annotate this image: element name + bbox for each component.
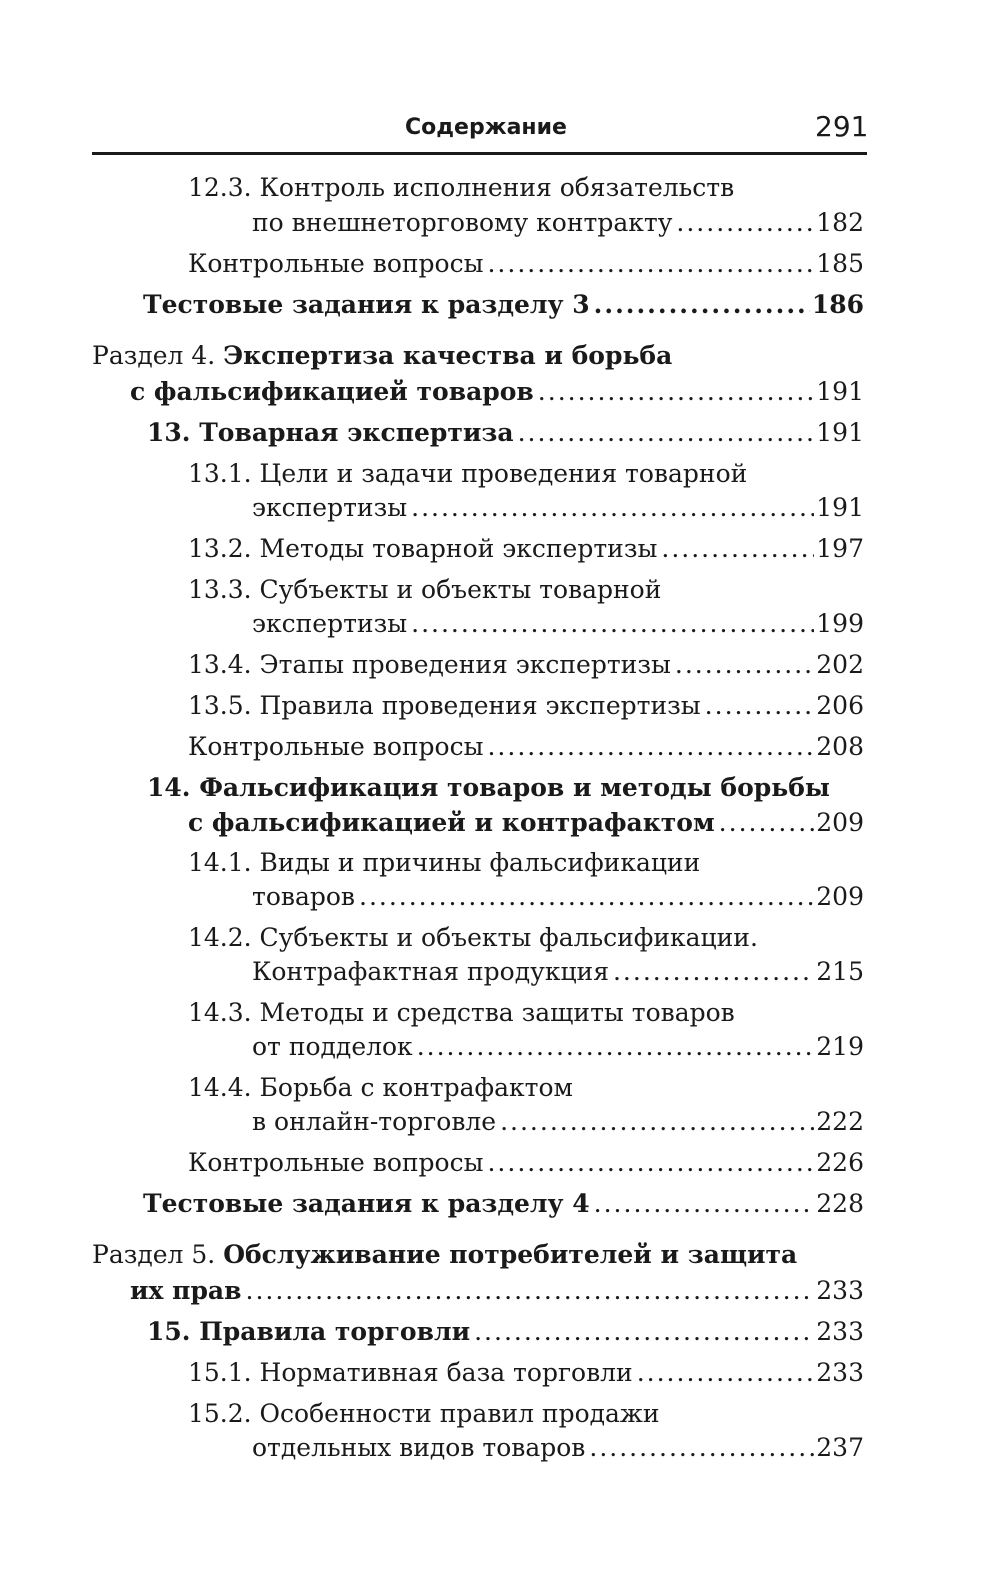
toc-entry-text: их прав	[130, 1276, 242, 1305]
toc-entry-text: Контрольные вопросы	[188, 732, 484, 761]
toc-page-number: 233	[816, 1317, 864, 1346]
toc-entry-15-2[interactable]	[252, 1430, 864, 1466]
toc-entry-text: Контрафактная продукция	[252, 957, 609, 986]
toc-leader-dots	[594, 287, 810, 323]
toc-leader-dots	[411, 490, 814, 526]
toc-leader-dots	[719, 805, 815, 841]
toc-entry-text: Тестовые задания к разделу 3	[143, 290, 590, 319]
toc-page-number: 197	[816, 534, 864, 563]
toc-page-number: 191	[816, 493, 864, 522]
toc-page-number: 185	[816, 249, 864, 278]
toc-entry-12-3-line1: 12.3. Контроль исполнения обязательств	[188, 173, 735, 202]
toc-entry-tests-section-4[interactable]	[143, 1186, 864, 1222]
toc-page-number: 206	[816, 691, 864, 720]
toc-leader-dots	[411, 606, 814, 642]
toc-section-4[interactable]	[130, 374, 864, 410]
toc-leader-dots	[637, 1355, 815, 1391]
toc-entry-text: 13.4. Этапы проведения экспертизы	[188, 650, 671, 679]
toc-leader-dots	[417, 1029, 815, 1065]
toc-entry-13-1-line1: 13.1. Цели и задачи проведения товарной	[188, 459, 748, 488]
toc-chapter-14[interactable]	[188, 805, 864, 841]
toc-chapter-13[interactable]	[147, 415, 864, 451]
toc-page-number: 182	[816, 208, 864, 237]
toc-entry-15-1[interactable]	[188, 1355, 864, 1391]
toc-entry-13-5[interactable]	[188, 688, 864, 724]
toc-page-number: 237	[816, 1433, 864, 1462]
toc-entry-text: отдельных видов товаров	[252, 1433, 586, 1462]
toc-page-number: 202	[816, 650, 864, 679]
toc-entry-14-4[interactable]	[252, 1104, 864, 1140]
toc-entry-14-4-line1: 14.4. Борьба с контрафактом	[188, 1073, 573, 1102]
toc-leader-dots	[613, 954, 814, 990]
toc-page-number: 233	[816, 1276, 864, 1305]
page-number: 291	[815, 110, 869, 143]
toc-entry-14-2[interactable]	[252, 954, 864, 990]
toc-leader-dots	[487, 246, 814, 282]
toc-leader-dots	[500, 1104, 814, 1140]
toc-entry-text: с фальсификацией товаров	[130, 377, 534, 406]
toc-entry-text: 13. Товарная экспертиза	[147, 418, 514, 447]
toc-entry-text: товаров	[252, 882, 355, 911]
toc-leader-dots	[359, 879, 814, 915]
toc-entry-12-3[interactable]	[252, 205, 864, 241]
toc-leader-dots	[594, 1186, 815, 1222]
toc-entry-text: с фальсификацией и контрафактом	[188, 808, 715, 837]
toc-page-number: 208	[816, 732, 864, 761]
toc-entry-tests-section-3[interactable]	[143, 287, 864, 323]
toc-section-5-line1	[92, 1237, 797, 1273]
toc-entry-control-questions-3[interactable]	[188, 1145, 864, 1181]
toc-page-number: 222	[816, 1107, 864, 1136]
toc-entry-control-questions-2[interactable]	[188, 729, 864, 765]
running-header-title: Содержание	[405, 115, 567, 140]
toc-entry-text: Тестовые задания к разделу 4	[143, 1189, 590, 1218]
toc-page-number: 219	[816, 1032, 864, 1061]
toc-leader-dots	[589, 1430, 814, 1466]
toc-entry-13-4[interactable]	[188, 647, 864, 683]
toc-leader-dots	[675, 647, 814, 683]
toc-leader-dots	[487, 1145, 814, 1181]
toc-leader-dots	[474, 1314, 814, 1350]
toc-entry-14-1-line1: 14.1. Виды и причины фальсификации	[188, 848, 701, 877]
toc-page-number: 191	[816, 377, 864, 406]
toc-entry-13-2[interactable]	[188, 531, 864, 567]
toc-leader-dots	[246, 1273, 815, 1309]
toc-chapter-15[interactable]	[147, 1314, 864, 1350]
toc-page-number: 226	[816, 1148, 864, 1177]
header-rule	[92, 152, 867, 155]
toc-entry-15-2-line1: 15.2. Особенности правил продажи	[188, 1399, 660, 1428]
section-title: Обслуживание потребителей и защита	[223, 1240, 798, 1269]
toc-page-number: 199	[816, 609, 864, 638]
toc-leader-dots	[487, 729, 814, 765]
toc-entry-text: 15.1. Нормативная база торговли	[188, 1358, 633, 1387]
toc-entry-text: в онлайн-торговле	[252, 1107, 497, 1136]
toc-section-4-line1	[92, 338, 672, 374]
toc-entry-text: 13.2. Методы товарной экспертизы	[188, 534, 658, 563]
toc-page-number: 191	[816, 418, 864, 447]
toc-entry-control-questions-1[interactable]	[188, 246, 864, 282]
toc-entry-13-3[interactable]	[252, 606, 864, 642]
toc-entry-13-3-line1: 13.3. Субъекты и объекты товарной	[188, 575, 662, 604]
toc-entry-text: 15. Правила торговли	[147, 1317, 471, 1346]
toc-entry-13-1[interactable]	[252, 490, 864, 526]
toc-page-number: 228	[816, 1189, 864, 1218]
toc-leader-dots	[676, 205, 814, 241]
toc-entry-text: от подделок	[252, 1032, 413, 1061]
toc-page-number: 186	[811, 290, 864, 319]
toc-leader-dots	[705, 688, 815, 724]
toc-leader-dots	[661, 531, 814, 567]
section-prefix: Раздел 4.	[92, 341, 216, 370]
toc-page-number: 209	[816, 808, 864, 837]
toc-entry-text: Контрольные вопросы	[188, 249, 484, 278]
toc-entry-text: Контрольные вопросы	[188, 1148, 484, 1177]
toc-entry-text: по внешнеторговому контракту	[252, 208, 673, 237]
section-prefix: Раздел 5.	[92, 1240, 216, 1269]
toc-leader-dots	[538, 374, 814, 410]
toc-entry-text: экспертизы	[252, 493, 408, 522]
toc-entry-14-2-line1: 14.2. Субъекты и объекты фальсификации.	[188, 923, 758, 952]
toc-section-5[interactable]	[130, 1273, 864, 1309]
toc-chapter-14-line1: 14. Фальсификация товаров и методы борьбы	[147, 773, 830, 802]
toc-entry-14-3-line1: 14.3. Методы и средства защиты товаров	[188, 998, 735, 1027]
toc-page-number: 215	[816, 957, 864, 986]
toc-page-number: 209	[816, 882, 864, 911]
toc-leader-dots	[518, 415, 815, 451]
toc-entry-text: экспертизы	[252, 609, 408, 638]
section-title: Экспертиза качества и борьба	[223, 341, 673, 370]
toc-entry-text: 13.5. Правила проведения экспертизы	[188, 691, 701, 720]
toc-entry-14-3[interactable]	[252, 1029, 864, 1065]
toc-page-number: 233	[816, 1358, 864, 1387]
toc-entry-14-1[interactable]	[252, 879, 864, 915]
